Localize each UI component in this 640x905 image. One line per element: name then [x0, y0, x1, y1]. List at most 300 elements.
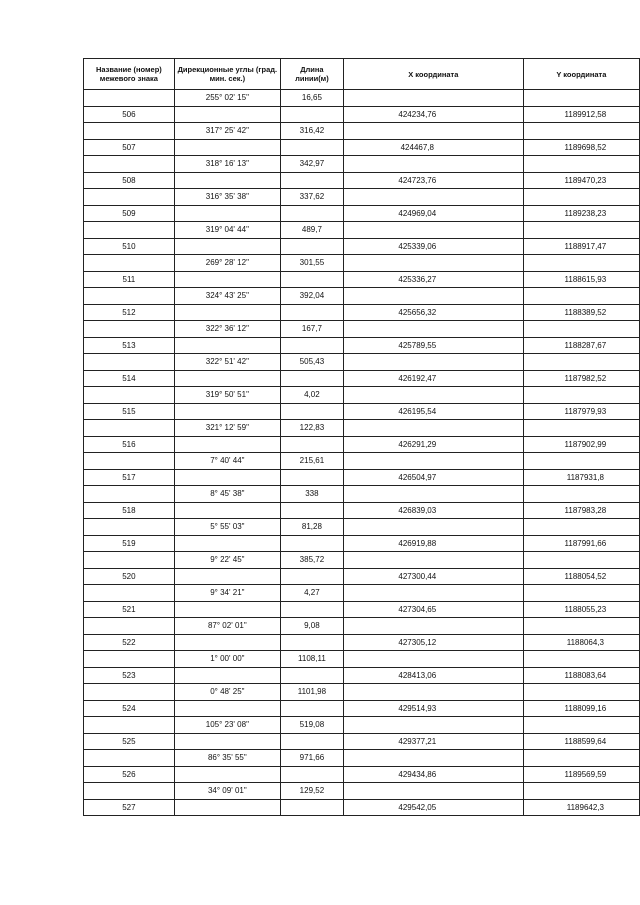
name-cell: [84, 387, 175, 404]
angle-cell: 319° 50' 51": [174, 387, 280, 404]
table-row: [84, 90, 640, 107]
x-cell: [343, 354, 523, 371]
table-row: [84, 667, 640, 684]
header-length: Длина линии(м): [280, 59, 343, 90]
name-cell: 513: [84, 337, 175, 354]
y-cell-value: 1188054,52: [564, 571, 607, 581]
x-cell: [343, 766, 523, 783]
x-cell: [343, 238, 523, 255]
table-row: [84, 750, 640, 767]
y-cell: [523, 453, 639, 470]
length-cell: 1108,11: [280, 651, 343, 668]
length-cell: 337,62: [280, 189, 343, 206]
x-cell: [343, 90, 523, 107]
x-cell: [343, 502, 523, 519]
angle-cell: [174, 733, 280, 750]
x-cell: [343, 799, 523, 816]
x-cell-value: 424969,04: [398, 208, 437, 218]
name-cell: 512: [84, 304, 175, 321]
name-cell: [84, 783, 175, 800]
name-cell: [84, 519, 175, 536]
table-row: [84, 700, 640, 717]
y-cell: [523, 139, 639, 156]
x-cell-value: 426919,88: [398, 538, 437, 548]
x-cell-value: 426839,03: [398, 505, 437, 515]
y-cell: [523, 370, 639, 387]
table-row: [84, 354, 640, 371]
x-cell: [343, 651, 523, 668]
x-cell-value: 429514,93: [398, 703, 437, 713]
name-cell: 527: [84, 799, 175, 816]
x-cell-value: 426192,47: [398, 373, 437, 383]
x-cell: [343, 222, 523, 239]
length-cell: [280, 370, 343, 387]
y-cell: [523, 156, 639, 173]
angle-cell: 322° 36' 12": [174, 321, 280, 338]
table-row: [84, 618, 640, 635]
angle-cell: [174, 502, 280, 519]
length-cell: 167,7: [280, 321, 343, 338]
y-cell: [523, 321, 639, 338]
length-cell: [280, 238, 343, 255]
y-cell: [523, 717, 639, 734]
x-cell: [343, 436, 523, 453]
y-cell-value: 1187902,99: [564, 439, 607, 449]
y-cell: [523, 123, 639, 140]
angle-cell: 5° 55' 03": [174, 519, 280, 536]
angle-cell: [174, 667, 280, 684]
y-cell-value: 1187983,28: [564, 505, 607, 515]
table-row: [84, 370, 640, 387]
x-cell-value: 424723,76: [398, 175, 437, 185]
table-row: [84, 717, 640, 734]
y-cell: [523, 255, 639, 272]
x-cell: [343, 634, 523, 651]
table-header-row: [84, 59, 640, 90]
y-cell: [523, 651, 639, 668]
y-cell-value: 1188055,23: [564, 604, 607, 614]
y-cell: [523, 667, 639, 684]
angle-cell: [174, 271, 280, 288]
y-cell: [523, 205, 639, 222]
angle-cell: [174, 469, 280, 486]
y-cell-value: 1188917,47: [564, 241, 607, 251]
angle-cell: [174, 799, 280, 816]
x-cell-value: 425789,55: [398, 340, 437, 350]
angle-cell: 8° 45' 38": [174, 486, 280, 503]
length-cell: [280, 304, 343, 321]
length-cell: [280, 205, 343, 222]
x-cell-value: 428413,06: [398, 670, 437, 680]
table-row: [84, 255, 640, 272]
angle-cell: [174, 304, 280, 321]
y-cell-value: 1188599,64: [564, 736, 607, 746]
table-body: [84, 90, 640, 816]
coordinates-sheet: [83, 58, 640, 816]
length-cell: [280, 601, 343, 618]
header-x: X координата: [343, 59, 523, 90]
name-cell: 519: [84, 535, 175, 552]
table-row: [84, 733, 640, 750]
length-cell: 9,08: [280, 618, 343, 635]
x-cell: [343, 552, 523, 569]
table-row: [84, 585, 640, 602]
y-cell: [523, 568, 639, 585]
length-cell: [280, 700, 343, 717]
length-cell: [280, 799, 343, 816]
table-row: [84, 783, 640, 800]
table-row: [84, 156, 640, 173]
y-cell: [523, 552, 639, 569]
x-cell: [343, 387, 523, 404]
name-cell: 524: [84, 700, 175, 717]
length-cell: [280, 634, 343, 651]
x-cell: [343, 255, 523, 272]
name-cell: 514: [84, 370, 175, 387]
y-cell: [523, 601, 639, 618]
x-cell: [343, 535, 523, 552]
y-cell-value: 1189238,23: [564, 208, 607, 218]
table-row: [84, 139, 640, 156]
length-cell: 971,66: [280, 750, 343, 767]
length-cell: [280, 469, 343, 486]
x-cell: [343, 271, 523, 288]
angle-cell: 317° 25' 42": [174, 123, 280, 140]
length-cell: 342,97: [280, 156, 343, 173]
y-cell-value: 1187982,52: [564, 373, 607, 383]
x-cell: [343, 684, 523, 701]
table-row: [84, 766, 640, 783]
x-cell: [343, 123, 523, 140]
length-cell: 1101,98: [280, 684, 343, 701]
name-cell: 515: [84, 403, 175, 420]
x-cell: [343, 453, 523, 470]
y-cell: [523, 403, 639, 420]
length-cell: 129,52: [280, 783, 343, 800]
boundary-coordinates-table: [83, 58, 640, 816]
length-cell: [280, 172, 343, 189]
table-row: [84, 453, 640, 470]
y-cell: [523, 783, 639, 800]
table-row: [84, 387, 640, 404]
x-cell: [343, 337, 523, 354]
length-cell: 489,7: [280, 222, 343, 239]
y-cell: [523, 106, 639, 123]
table-row: [84, 684, 640, 701]
angle-cell: [174, 238, 280, 255]
name-cell: 526: [84, 766, 175, 783]
y-cell-value: 1188083,64: [564, 670, 607, 680]
name-cell: 507: [84, 139, 175, 156]
y-cell: [523, 172, 639, 189]
angle-cell: [174, 370, 280, 387]
y-cell-value: 1188389,52: [564, 307, 607, 317]
y-cell: [523, 766, 639, 783]
y-cell-value: 1188287,67: [564, 340, 607, 350]
table-row: [84, 469, 640, 486]
angle-cell: 86° 35' 55": [174, 750, 280, 767]
x-cell-value: 425656,32: [398, 307, 437, 317]
angle-cell: [174, 172, 280, 189]
y-cell: [523, 354, 639, 371]
table-row: [84, 634, 640, 651]
table-row: [84, 519, 640, 536]
angle-cell: 87° 02' 01": [174, 618, 280, 635]
x-cell-value: 426504,97: [398, 472, 437, 482]
angle-cell: [174, 106, 280, 123]
name-cell: 508: [84, 172, 175, 189]
x-cell: [343, 519, 523, 536]
name-cell: [84, 420, 175, 437]
x-cell: [343, 304, 523, 321]
angle-cell: [174, 634, 280, 651]
angle-cell: [174, 403, 280, 420]
y-cell-value: 1188099,16: [564, 703, 607, 713]
y-cell: [523, 733, 639, 750]
x-cell: [343, 205, 523, 222]
table-row: [84, 321, 640, 338]
x-cell-value: 427304,65: [398, 604, 437, 614]
name-cell: 509: [84, 205, 175, 222]
y-cell-value: 1188615,93: [564, 274, 607, 284]
angle-cell: 322° 51' 42": [174, 354, 280, 371]
angle-cell: 269° 28' 12": [174, 255, 280, 272]
table-row: [84, 222, 640, 239]
table-row: [84, 337, 640, 354]
length-cell: [280, 337, 343, 354]
x-cell-value: 426291,29: [398, 439, 437, 449]
name-cell: 506: [84, 106, 175, 123]
y-cell: [523, 634, 639, 651]
length-cell: 16,65: [280, 90, 343, 107]
x-cell: [343, 783, 523, 800]
table-row: [84, 238, 640, 255]
table-row: [84, 304, 640, 321]
y-cell-value: 1187931,8: [566, 472, 604, 482]
name-cell: [84, 651, 175, 668]
x-cell: [343, 106, 523, 123]
y-cell: [523, 271, 639, 288]
angle-cell: 324° 43' 25": [174, 288, 280, 305]
length-cell: 519,08: [280, 717, 343, 734]
y-cell-value: 1189912,58: [564, 109, 607, 119]
y-cell: [523, 288, 639, 305]
x-cell: [343, 469, 523, 486]
length-cell: 4,27: [280, 585, 343, 602]
length-cell: 122,83: [280, 420, 343, 437]
x-cell: [343, 420, 523, 437]
x-cell-value: 425339,06: [398, 241, 437, 251]
table-row: [84, 601, 640, 618]
table-row: [84, 106, 640, 123]
angle-cell: [174, 337, 280, 354]
x-cell: [343, 667, 523, 684]
name-cell: 520: [84, 568, 175, 585]
x-cell: [343, 601, 523, 618]
y-cell: [523, 222, 639, 239]
angle-cell: 105° 23' 08": [174, 717, 280, 734]
y-cell-value: 1189470,23: [564, 175, 607, 185]
angle-cell: 9° 22' 45": [174, 552, 280, 569]
x-cell-value: 429542,05: [398, 802, 437, 812]
angle-cell: 0° 48' 25": [174, 684, 280, 701]
header-y: Y координата: [523, 59, 639, 90]
name-cell: [84, 288, 175, 305]
length-cell: [280, 733, 343, 750]
length-cell: 385,72: [280, 552, 343, 569]
header-name: Название (номер) межевого знака: [84, 59, 175, 90]
y-cell: [523, 436, 639, 453]
name-cell: 525: [84, 733, 175, 750]
length-cell: 316,42: [280, 123, 343, 140]
angle-cell: [174, 436, 280, 453]
x-cell: [343, 403, 523, 420]
table-row: [84, 189, 640, 206]
y-cell: [523, 519, 639, 536]
x-cell-value: 427300,44: [398, 571, 437, 581]
length-cell: 301,55: [280, 255, 343, 272]
y-cell: [523, 469, 639, 486]
y-cell: [523, 189, 639, 206]
length-cell: 4,02: [280, 387, 343, 404]
name-cell: 522: [84, 634, 175, 651]
length-cell: 215,61: [280, 453, 343, 470]
name-cell: 517: [84, 469, 175, 486]
x-cell-value: 425336,27: [398, 274, 437, 284]
table-row: [84, 552, 640, 569]
x-cell: [343, 189, 523, 206]
angle-cell: 316° 35' 38": [174, 189, 280, 206]
y-cell: [523, 90, 639, 107]
table-row: [84, 123, 640, 140]
y-cell-value: 1189642,3: [566, 802, 604, 812]
table-row: [84, 502, 640, 519]
angle-cell: 321° 12' 59": [174, 420, 280, 437]
x-cell: [343, 288, 523, 305]
name-cell: [84, 618, 175, 635]
table-row: [84, 403, 640, 420]
name-cell: [84, 123, 175, 140]
angle-cell: 1° 00' 00": [174, 651, 280, 668]
x-cell: [343, 172, 523, 189]
length-cell: [280, 106, 343, 123]
table-row: [84, 420, 640, 437]
angle-cell: 34° 09' 01": [174, 783, 280, 800]
angle-cell: 319° 04' 44": [174, 222, 280, 239]
y-cell: [523, 618, 639, 635]
x-cell-value: 426195,54: [398, 406, 437, 416]
name-cell: [84, 222, 175, 239]
name-cell: [84, 552, 175, 569]
x-cell: [343, 733, 523, 750]
name-cell: [84, 255, 175, 272]
y-cell: [523, 799, 639, 816]
name-cell: [84, 717, 175, 734]
name-cell: [84, 684, 175, 701]
y-cell: [523, 750, 639, 767]
y-cell: [523, 304, 639, 321]
length-cell: 505,43: [280, 354, 343, 371]
y-cell: [523, 535, 639, 552]
angle-cell: [174, 766, 280, 783]
x-cell: [343, 717, 523, 734]
name-cell: [84, 453, 175, 470]
x-cell: [343, 568, 523, 585]
x-cell: [343, 486, 523, 503]
y-cell-value: 1189569,59: [564, 769, 607, 779]
angle-cell: [174, 139, 280, 156]
angle-cell: [174, 535, 280, 552]
angle-cell: [174, 568, 280, 585]
length-cell: 392,04: [280, 288, 343, 305]
name-cell: 510: [84, 238, 175, 255]
table-row: [84, 535, 640, 552]
table-row: [84, 651, 640, 668]
y-cell: [523, 700, 639, 717]
x-cell: [343, 321, 523, 338]
length-cell: [280, 535, 343, 552]
length-cell: [280, 667, 343, 684]
name-cell: [84, 750, 175, 767]
x-cell: [343, 700, 523, 717]
x-cell-value: 424234,76: [398, 109, 437, 119]
angle-cell: [174, 700, 280, 717]
x-cell: [343, 585, 523, 602]
name-cell: 518: [84, 502, 175, 519]
name-cell: 521: [84, 601, 175, 618]
x-cell: [343, 618, 523, 635]
y-cell: [523, 585, 639, 602]
length-cell: [280, 139, 343, 156]
length-cell: [280, 502, 343, 519]
y-cell: [523, 420, 639, 437]
x-cell: [343, 156, 523, 173]
table-row: [84, 799, 640, 816]
table-row: [84, 486, 640, 503]
table-row: [84, 271, 640, 288]
length-cell: [280, 436, 343, 453]
angle-cell: 9° 34' 21": [174, 585, 280, 602]
table-row: [84, 436, 640, 453]
angle-cell: 318° 16' 13": [174, 156, 280, 173]
name-cell: [84, 90, 175, 107]
header-angles: Дирекционные углы (град. мин. сек.): [174, 59, 280, 90]
table-row: [84, 568, 640, 585]
length-cell: [280, 766, 343, 783]
x-cell-value: 427305,12: [398, 637, 437, 647]
length-cell: [280, 568, 343, 585]
y-cell-value: 1188064,3: [566, 637, 604, 647]
y-cell-value: 1187979,93: [564, 406, 607, 416]
angle-cell: [174, 205, 280, 222]
length-cell: 81,28: [280, 519, 343, 536]
x-cell-value: 424467,8: [400, 142, 434, 152]
name-cell: [84, 321, 175, 338]
name-cell: [84, 189, 175, 206]
name-cell: 516: [84, 436, 175, 453]
table-row: [84, 288, 640, 305]
y-cell: [523, 502, 639, 519]
name-cell: 523: [84, 667, 175, 684]
angle-cell: 255° 02' 15": [174, 90, 280, 107]
angle-cell: 7° 40' 44": [174, 453, 280, 470]
y-cell: [523, 387, 639, 404]
y-cell: [523, 684, 639, 701]
name-cell: [84, 354, 175, 371]
name-cell: [84, 156, 175, 173]
angle-cell: [174, 601, 280, 618]
x-cell-value: 429434,86: [398, 769, 437, 779]
